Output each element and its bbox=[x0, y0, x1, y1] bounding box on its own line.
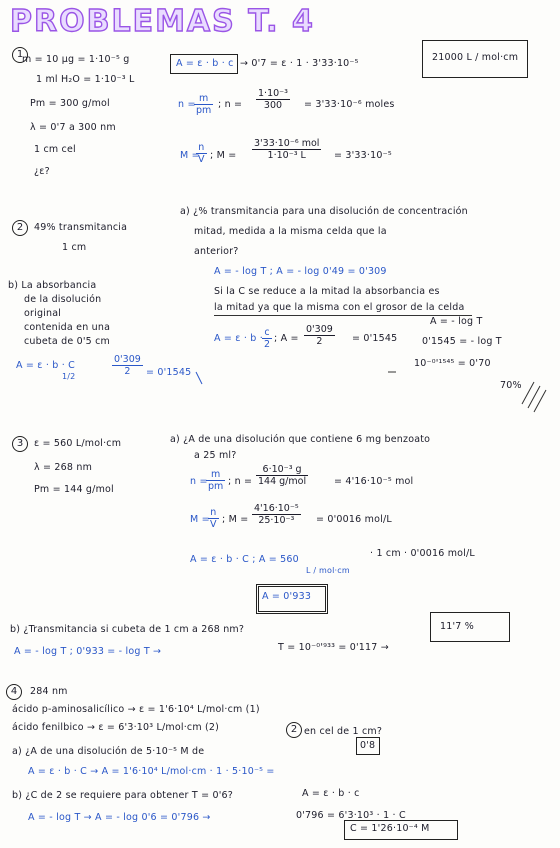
p1-given-cell: 1 cm cel bbox=[34, 144, 76, 155]
p1-substitution: → 0'7 = ε · 1 · 3'33·10⁻⁵ bbox=[240, 58, 359, 69]
p2-question-b-line4: contenida en una bbox=[24, 322, 111, 333]
p2-explanation-line1: Si la C se reduce a la mitad la absorbancia es bbox=[214, 286, 440, 297]
p2-right-step2: 0'1545 = - log T bbox=[422, 336, 502, 347]
p1-m-lhs: M = bbox=[180, 150, 200, 161]
p2-b-half: 1/2 bbox=[62, 372, 76, 381]
p1-given-mass: m = 10 μg = 1·10⁻⁵ g bbox=[22, 54, 130, 65]
p4-question-a: a) ¿A de una disolución de 5·10⁻⁵ M de bbox=[12, 746, 205, 757]
p1-n-numerator: m bbox=[194, 93, 213, 105]
p1-m2-denominator: 1·10⁻³ L bbox=[267, 150, 306, 161]
p2-question-a-line1: a) ¿% transmitancia para una disolución de concentración bbox=[180, 206, 468, 217]
p1-m-result: = 3'33·10⁻⁵ bbox=[334, 150, 392, 161]
p1-n-mid: ; n = bbox=[218, 99, 243, 110]
p3-n-denominator: pm bbox=[208, 481, 224, 492]
p3-question-a-line2: a 25 ml? bbox=[194, 450, 237, 461]
p3-given-pm: Pm = 144 g/mol bbox=[34, 484, 114, 495]
p4-a-result: 0'8 bbox=[360, 740, 376, 751]
problem-1-number: 1 bbox=[12, 47, 28, 63]
p1-n-denominator: pm bbox=[196, 105, 212, 116]
p2-b-value-numerator: 0'309 bbox=[114, 354, 141, 365]
p3-question-b: b) ¿Transmitancia si cubeta de 1 cm a 268 nm? bbox=[10, 624, 245, 635]
p3-n-result: = 4'16·10⁻⁵ mol bbox=[334, 476, 414, 487]
p2-half-numerator: c bbox=[262, 327, 272, 339]
p1-beer-law: A = ε · b · c bbox=[176, 58, 234, 69]
p3-n2-numerator: 6·10⁻³ g bbox=[256, 464, 308, 476]
p3-m-lhs: M = bbox=[190, 514, 210, 525]
p2-question-b-line5: cubeta de 0'5 cm bbox=[24, 336, 110, 347]
p2-given-cell: 1 cm bbox=[62, 242, 87, 253]
p2-question-a-line2: mitad, medida a la misma celda que la bbox=[194, 226, 387, 237]
p3-m-mid: ; M = bbox=[222, 514, 249, 525]
p1-n2-numerator: 1·10⁻³ bbox=[258, 88, 288, 99]
p3-m-result: = 0'0016 mol/L bbox=[316, 514, 392, 525]
p3-m-denominator: V bbox=[210, 519, 217, 530]
p2-log-calc: A = - log T ; A = - log 0'49 = 0'309 bbox=[214, 266, 387, 277]
p3-b-result: 11'7 % bbox=[440, 621, 474, 632]
p2-right-result: 70% bbox=[500, 380, 522, 391]
p3-question-a-line1: a) ¿A de una disolución que contiene 6 mg benzoato bbox=[170, 434, 431, 445]
p4-a-calc: A = ε · b · C → A = 1'6·10⁴ L/mol·cm · 1 · 5·10⁻⁵ = bbox=[28, 766, 275, 777]
p3-absorbance-substitution: · 1 cm · 0'0016 mol/L bbox=[370, 548, 475, 559]
p1-n-result: = 3'33·10⁻⁶ moles bbox=[304, 99, 395, 110]
p4-given-compound-1: ácido p-aminosalicílico → ε = 1'6·10⁴ L/mol·cm (1) bbox=[12, 704, 260, 715]
problem-2-number: 2 bbox=[12, 220, 28, 236]
p3-n-numerator: m bbox=[206, 469, 225, 481]
p2-given-transmittance: 49% transmitancia bbox=[34, 222, 128, 233]
p1-m-mid: ; M = bbox=[210, 150, 237, 161]
p3-given-epsilon: ε = 560 L/mol·cm bbox=[34, 438, 122, 449]
p2-explanation-line2: la mitad ya que la misma con el grosor de la celda bbox=[214, 302, 465, 313]
page-title: PROBLEMAS T. 4 bbox=[10, 4, 315, 39]
p1-given-absorbance: λ = 0'7 a 300 nm bbox=[30, 122, 116, 133]
p1-given-volume: 1 ml H₂O = 1·10⁻³ L bbox=[36, 74, 135, 85]
p2-b-mark bbox=[196, 372, 202, 384]
p2-half-denominator: 2 bbox=[264, 339, 271, 350]
p3-result: A = 0'933 bbox=[262, 591, 312, 602]
p2-right-step3: 10⁻⁰'¹⁵⁴⁵ = 0'70 bbox=[414, 358, 491, 369]
p3-n-mid: ; n = bbox=[228, 476, 253, 487]
p2-question-b-line3: original bbox=[24, 308, 62, 319]
p3-b-log: A = - log T ; 0'933 = - log T → bbox=[14, 646, 162, 657]
p4-given-compound-2: ácido fenilbico → ε = 6'3·10³ L/mol·cm (2) bbox=[12, 722, 220, 733]
p1-m2-numerator: 3'33·10⁻⁶ mol bbox=[254, 138, 320, 149]
p2-half-formula: A = ε · b · bbox=[214, 333, 263, 344]
p4-b-result: C = 1'26·10⁻⁴ M bbox=[350, 823, 430, 834]
p2-hatch-strokes bbox=[522, 382, 546, 412]
p3-given-lambda: λ = 268 nm bbox=[34, 462, 93, 473]
p2-half-mid: ; A = bbox=[274, 333, 299, 344]
p3-absorbance-formula: A = ε · b · C ; A = 560 bbox=[190, 554, 299, 565]
p4-compound-ref: 2 bbox=[286, 722, 302, 738]
p1-m-denominator: V bbox=[198, 154, 205, 165]
p4-b-formula: A = ε · b · c bbox=[302, 788, 360, 799]
p4-question-a-cell: en cel de 1 cm? bbox=[304, 726, 383, 737]
p2-b-value-denominator: 2 bbox=[124, 366, 131, 377]
p3-n-lhs: n = bbox=[190, 476, 208, 487]
p2-b-result: = 0'1545 bbox=[146, 367, 192, 378]
p2-question-a-line3: anterior? bbox=[194, 246, 239, 257]
p1-n2-denominator: 300 bbox=[263, 100, 283, 111]
problem-4-number: 4 bbox=[6, 684, 22, 700]
p1-given-pm: Pm = 300 g/mol bbox=[30, 98, 110, 109]
p2-b-formula: A = ε · b · C bbox=[16, 360, 76, 371]
p4-b-substitution: 0'796 = 6'3·10³ · 1 · C bbox=[296, 810, 406, 821]
p4-b-log: A = - log T → A = - log 0'6 = 0'796 → bbox=[28, 812, 211, 823]
p2-question-b-line1: b) La absorbancia bbox=[8, 280, 97, 291]
p3-n2-denominator: 144 g/mol bbox=[258, 476, 307, 487]
p4-question-b: b) ¿C de 2 se requiere para obtener T = 0'6? bbox=[12, 790, 234, 801]
problem-3-number: 3 bbox=[12, 436, 28, 452]
p1-result: 21000 L / mol·cm bbox=[432, 52, 519, 63]
p3-absorbance-units: L / mol·cm bbox=[306, 566, 350, 575]
p2-half-result: = 0'1545 bbox=[352, 333, 398, 344]
p1-m-numerator: n bbox=[196, 142, 207, 154]
p3-b-transmittance: T = 10⁻⁰'⁹³³ = 0'117 → bbox=[278, 642, 389, 653]
p3-m2-numerator: 4'16·10⁻⁵ bbox=[254, 503, 299, 514]
p2-half-value-denominator: 2 bbox=[316, 336, 323, 347]
p4-given-wavelength: 284 nm bbox=[30, 686, 68, 697]
p2-question-b-line2: de la disolución bbox=[24, 294, 102, 305]
p3-m-numerator: n bbox=[208, 507, 219, 519]
p1-n-lhs: n = bbox=[178, 99, 196, 110]
p2-half-value-numerator: 0'309 bbox=[306, 324, 333, 335]
p3-m2-denominator: 25·10⁻³ bbox=[258, 515, 295, 526]
p1-question: ¿ε? bbox=[34, 166, 50, 177]
p2-right-step1: A = - log T bbox=[430, 316, 483, 327]
